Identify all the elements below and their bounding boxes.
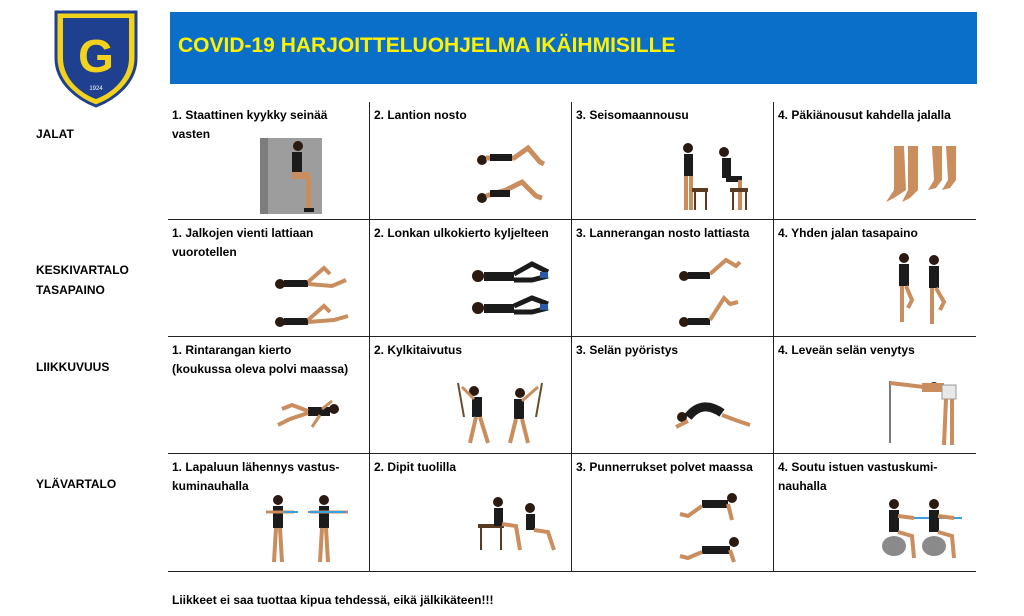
pelvic-tilt-icon bbox=[676, 252, 752, 336]
exercise-cell bbox=[370, 102, 572, 220]
exercise-cell bbox=[774, 220, 976, 337]
exercise-grid bbox=[168, 102, 976, 572]
back-rounding-icon bbox=[672, 395, 752, 435]
exercise-title: 2. Lantion nosto bbox=[374, 108, 467, 122]
exercise-cell bbox=[572, 102, 774, 220]
exercise-title: 3. Seisomaannousu bbox=[576, 108, 689, 122]
club-logo-icon bbox=[52, 8, 140, 108]
exercise-title: 3. Selän pyöristys bbox=[576, 343, 679, 357]
exercise-cell bbox=[168, 454, 370, 572]
exercise-title: 4. Päkiänousut kahdella jalalla bbox=[778, 108, 951, 122]
sit-to-stand-icon bbox=[676, 142, 750, 214]
exercise-cell bbox=[168, 337, 370, 454]
wall-squat-icon bbox=[258, 138, 328, 216]
exercise-title: 1. Jalkojen vienti lattiaan vuorotellen bbox=[172, 226, 314, 259]
exercise-cell bbox=[572, 454, 774, 572]
leg-lowering-icon bbox=[272, 260, 354, 332]
exercise-title: 2. Lonkan ulkokierto kyljelteen bbox=[374, 226, 549, 240]
logo-year: 1924 bbox=[89, 86, 103, 92]
exercise-title: 1. Staattinen kyykky seinää vasten bbox=[172, 108, 328, 141]
exercise-title: 2. Dipit tuolilla bbox=[374, 460, 457, 474]
exercise-cell bbox=[370, 220, 572, 337]
exercise-title: 1. Rintarangan kierto (koukussa oleva polvi maassa) bbox=[172, 343, 349, 376]
thoracic-rotation-icon bbox=[272, 399, 342, 435]
side-bend-icon bbox=[450, 377, 550, 445]
exercise-cell bbox=[168, 220, 370, 337]
lat-stretch-icon bbox=[884, 373, 960, 449]
row-label-ylavartalo: YLÄVARTALO bbox=[36, 477, 117, 491]
title-banner bbox=[170, 12, 977, 84]
exercise-cell bbox=[774, 337, 976, 454]
exercise-cell bbox=[572, 220, 774, 337]
exercise-cell bbox=[168, 102, 370, 220]
row-label-liikkuvuus: LIIKKUVUUS bbox=[36, 360, 110, 374]
safety-note: Liikkeet ei saa tuottaa kipua tehdessä, eikä jälkikäteen!!! bbox=[172, 593, 494, 607]
page-title: COVID-19 HARJOITTELUOHJELMA IKÄIHMISILLE bbox=[178, 34, 676, 57]
exercise-title: 4. Soutu istuen vastuskumi- nauhalla bbox=[778, 460, 938, 493]
logo-letter: G bbox=[78, 30, 114, 82]
calf-raise-icon bbox=[884, 146, 964, 208]
exercise-title: 4. Leveän selän venytys bbox=[778, 343, 915, 357]
exercise-title: 2. Kylkitaivutus bbox=[374, 343, 463, 357]
single-leg-balance-icon bbox=[890, 252, 952, 328]
exercise-cell bbox=[774, 102, 976, 220]
row-label-jalat: JALAT bbox=[36, 127, 74, 141]
knee-pushup-icon bbox=[676, 490, 746, 566]
exercise-cell bbox=[370, 337, 572, 454]
exercise-title: 4. Yhden jalan tasapaino bbox=[778, 226, 918, 240]
band-pull-apart-icon bbox=[264, 494, 350, 564]
chair-dips-icon bbox=[476, 496, 560, 552]
hip-raise-icon bbox=[476, 140, 552, 214]
exercise-title: 3. Punnerrukset polvet maassa bbox=[576, 460, 753, 474]
exercise-cell bbox=[370, 454, 572, 572]
exercise-cell bbox=[774, 454, 976, 572]
exercise-title: 3. Lannerangan nosto lattiasta bbox=[576, 226, 750, 240]
exercise-cell bbox=[572, 337, 774, 454]
row-label-keskivartalo: KESKIVARTALO TASAPAINO bbox=[36, 263, 129, 297]
seated-band-row-icon bbox=[878, 496, 964, 562]
clamshell-icon bbox=[470, 258, 554, 324]
exercise-title: 1. Lapaluun lähennys vastus- kuminauhalla bbox=[172, 460, 340, 493]
